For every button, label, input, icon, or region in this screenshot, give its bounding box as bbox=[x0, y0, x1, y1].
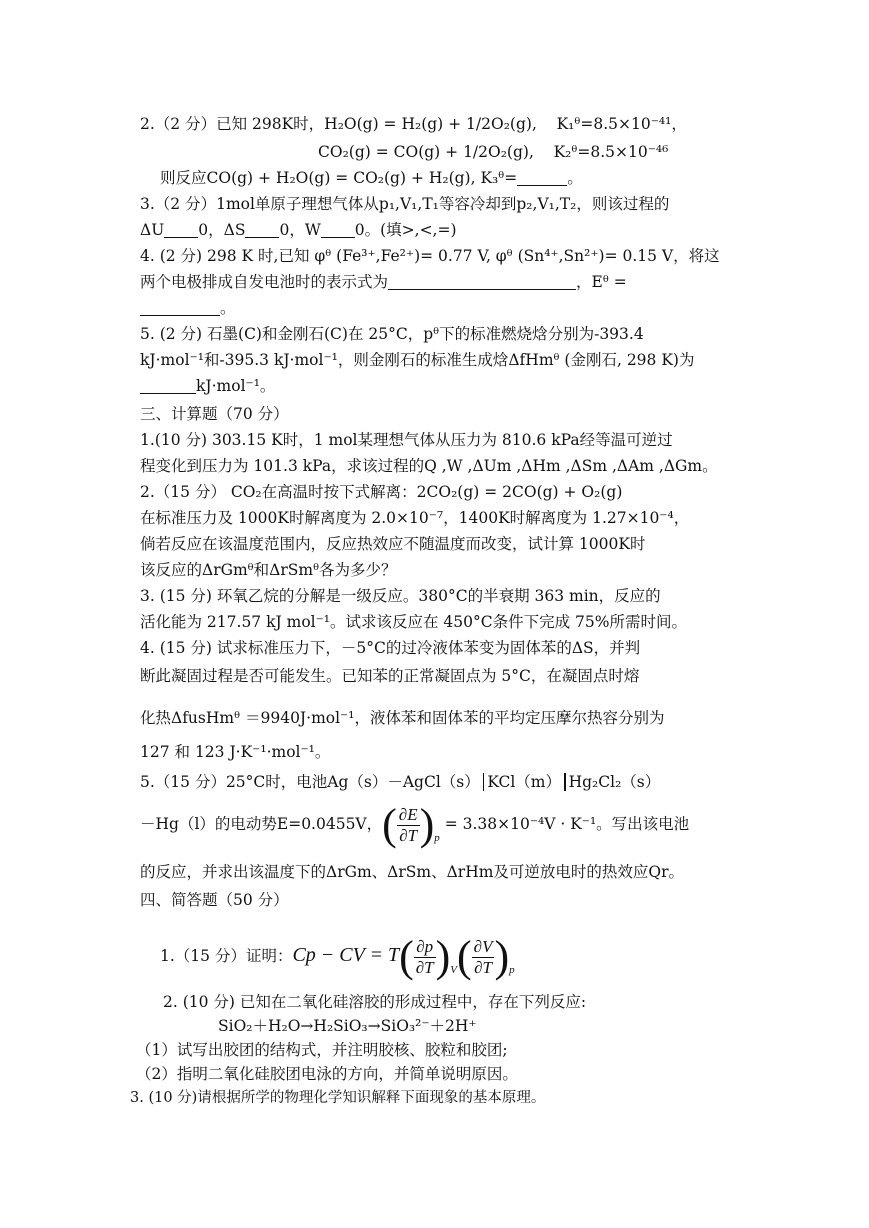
c3-line2: 活化能为 217.57 kJ mol⁻¹。试求该反应在 450°C条件下完成 75%所需时间。 bbox=[140, 613, 688, 631]
c5-cell-right: Hg₂Cl₂（s） bbox=[568, 773, 661, 791]
q2-eq2: CO₂(g) = CO(g) + 1/2O₂(g), bbox=[318, 143, 534, 161]
q3-du: ΔU bbox=[140, 221, 165, 239]
c5-line2 bbox=[140, 800, 689, 852]
q3-w: 0，W bbox=[279, 221, 321, 239]
s2-line2: SiO₂＋H₂O→H₂SiO₃→SiO₃²⁻＋2H⁺ bbox=[218, 1017, 477, 1035]
c5-coef: = 3.38×10⁻⁴V · K⁻¹。写出该电池 bbox=[444, 815, 690, 833]
c4-line4: 127 和 123 J·K⁻¹·mol⁻¹。 bbox=[140, 743, 331, 761]
s1-paren1-open: ( bbox=[399, 932, 414, 981]
s2-line1: 2. (10 分) 已知在二氧化硅溶胶的形成过程中，存在下列反应: bbox=[163, 993, 587, 1011]
c5-paren-open: ( bbox=[382, 800, 397, 849]
q2-eq1: H₂O(g) = H₂(g) + 1/2O₂(g), bbox=[324, 115, 537, 133]
q5-unit: kJ·mol⁻¹。 bbox=[196, 377, 276, 395]
c2-line1: 2.（15 分） CO₂在高温时按下式解离：2CO₂(g) = 2CO(g) + O₂(g) bbox=[140, 483, 623, 501]
s1-num1: ∂p bbox=[414, 937, 436, 958]
c5-line1 bbox=[140, 772, 660, 792]
section-4-title: 四、简答题（50 分） bbox=[140, 891, 289, 909]
c1-line1: 1.(10 分) 303.15 K时，1 mol某理想气体从压力为 810.6 kPa经等温可逆过 bbox=[140, 431, 673, 449]
q3-du-blank[interactable] bbox=[164, 221, 198, 238]
q4-e-blank[interactable] bbox=[140, 299, 220, 316]
q5-line2: kJ·mol⁻¹和-395.3 kJ·mol⁻¹，则金刚石的标准生成焓ΔfHmᶿ (金刚石, 298 K)为 bbox=[140, 351, 695, 369]
s1-line bbox=[160, 930, 515, 984]
c5-num: ∂E bbox=[398, 804, 418, 824]
q4-line2 bbox=[140, 272, 627, 292]
c3-line1: 3. (15 分) 环氧乙烷的分解是一级反应。380°C的半衰期 363 min，反应的 bbox=[140, 587, 661, 605]
q4-e-label: ，Eᶿ = bbox=[576, 273, 627, 291]
q2-question: 则反应CO(g) + H₂O(g) = CO₂(g) + H₂(g), K₃ᶿ= bbox=[160, 169, 518, 187]
q2-answer-blank[interactable] bbox=[517, 169, 567, 186]
c5-emf: －Hg（l）的电动势E=0.0455V， bbox=[140, 815, 383, 833]
q2-k2: K₂ᶿ=8.5×10⁻⁴⁶ bbox=[553, 143, 669, 161]
q3-line2 bbox=[140, 220, 457, 240]
c5-line3: 的反应，并求出该温度下的ΔrGm、ΔrSm、ΔrHm及可逆放电时的热效应Qr。 bbox=[140, 863, 685, 881]
q2-line2 bbox=[318, 142, 668, 162]
q3-w-blank[interactable] bbox=[321, 221, 355, 238]
s1-sub1: V bbox=[450, 964, 458, 976]
q2-end: 。 bbox=[567, 169, 583, 187]
s1-frac2 bbox=[472, 937, 495, 978]
q5-line1: 5. (2 分) 石墨(C)和金刚石(C)在 25°C，pᶿ下的标准燃烧焓分别为-393.4 bbox=[140, 325, 644, 343]
c5-cell-mid: KCl（m） bbox=[487, 773, 562, 791]
q5-blank[interactable] bbox=[140, 377, 196, 394]
c5-sub: p bbox=[434, 832, 440, 844]
s1-den1: ∂T bbox=[415, 957, 434, 977]
q5-line3 bbox=[140, 376, 275, 396]
q3-end: 0。(填>,<,=) bbox=[354, 221, 457, 239]
c4-line1: 4. (15 分) 试求标准压力下，－5°C的过冷液体苯变为固体苯的ΔS，并判 bbox=[140, 639, 641, 657]
s1-paren2-open: ( bbox=[457, 932, 472, 981]
s1-sub2: p bbox=[509, 964, 515, 976]
q3-ds-blank[interactable] bbox=[245, 221, 279, 238]
q4-line1: 4. (2 分) 298 K 时,已知 φᶿ (Fe³⁺,Fe²⁺)= 0.77 V, φᶿ (Sn⁴⁺,Sn²⁺)= 0.15 V，将这 bbox=[140, 247, 720, 265]
q3-ds: 0，ΔS bbox=[198, 221, 246, 239]
section-3-title: 三、计算题（70 分） bbox=[140, 405, 289, 423]
s1-den2: ∂T bbox=[474, 957, 492, 977]
c2-line2: 在标准压力及 1000K时解离度为 2.0×10⁻⁷，1400K时解离度为 1.27×10⁻⁴， bbox=[140, 509, 690, 527]
s2-line3: （1）试写出胶团的结构式，并注明胶核、胶粒和胶团; bbox=[136, 1041, 508, 1059]
c2-line4: 该反应的ΔrGmᶿ和ΔrSmᶿ各为多少？ bbox=[140, 561, 397, 579]
q3-line1: 3.（2 分）1mol单原子理想气体从p₁,V₁,T₁等容冷却到p₂,V₁,T₂，则该过程的 bbox=[140, 195, 670, 213]
s3-line1: 3. (10 分)请根据所学的物理化学知识解释下面现象的基本原理。 bbox=[130, 1090, 546, 1106]
c4-line2: 断此凝固过程是否可能发生。已知苯的正常凝固点为 5°C，在凝固点时熔 bbox=[140, 667, 640, 685]
c5-derivative bbox=[397, 805, 420, 846]
s1-paren1-close: ) bbox=[435, 932, 451, 981]
c5-phase-boundary-2 bbox=[564, 773, 566, 791]
q4-end: 。 bbox=[220, 299, 236, 317]
c2-line3: 倘若反应在该温度范围内，反应热效应不随温度而改变，试计算 1000K时 bbox=[140, 535, 646, 553]
c5-phase-boundary-1 bbox=[483, 773, 485, 791]
c5-paren-close: ) bbox=[419, 800, 435, 849]
s1-label: 1.（15 分）证明： bbox=[160, 947, 293, 965]
c1-line2: 程变化到压力为 101.3 kPa，求该过程的Q ,W ,ΔUm ,ΔHm ,ΔSm ,ΔAm ,ΔGm。 bbox=[140, 457, 718, 475]
s1-num2: ∂V bbox=[473, 936, 493, 956]
q2-prefix: 2.（2 分）已知 298K时， bbox=[140, 115, 325, 133]
c5-cell-left: 5.（15 分）25°C时，电池Ag（s）－AgCl（s） bbox=[140, 773, 480, 791]
q2-k1: K₁ᶿ=8.5×10⁻⁴¹， bbox=[556, 115, 687, 133]
q2-line1 bbox=[140, 114, 687, 134]
q2-line3 bbox=[160, 168, 583, 188]
s2-line4: （2）指明二氧化硅胶团电泳的方向，并简单说明原因。 bbox=[136, 1065, 518, 1083]
q4-text: 两个电极排成自发电池时的表示式为 bbox=[140, 273, 389, 291]
c4-line3: 化热ΔfusHmᶿ ＝9940J·mol⁻¹，液体苯和固体苯的平均定压摩尔热容分别为 bbox=[140, 709, 665, 727]
q4-cell-blank[interactable] bbox=[388, 273, 576, 290]
s1-paren2-close: ) bbox=[494, 932, 510, 981]
q4-line3 bbox=[140, 298, 236, 318]
c5-den: ∂T bbox=[399, 825, 418, 845]
s1-lhs: Cp − CV = T bbox=[292, 944, 400, 966]
s1-frac1 bbox=[414, 937, 436, 978]
